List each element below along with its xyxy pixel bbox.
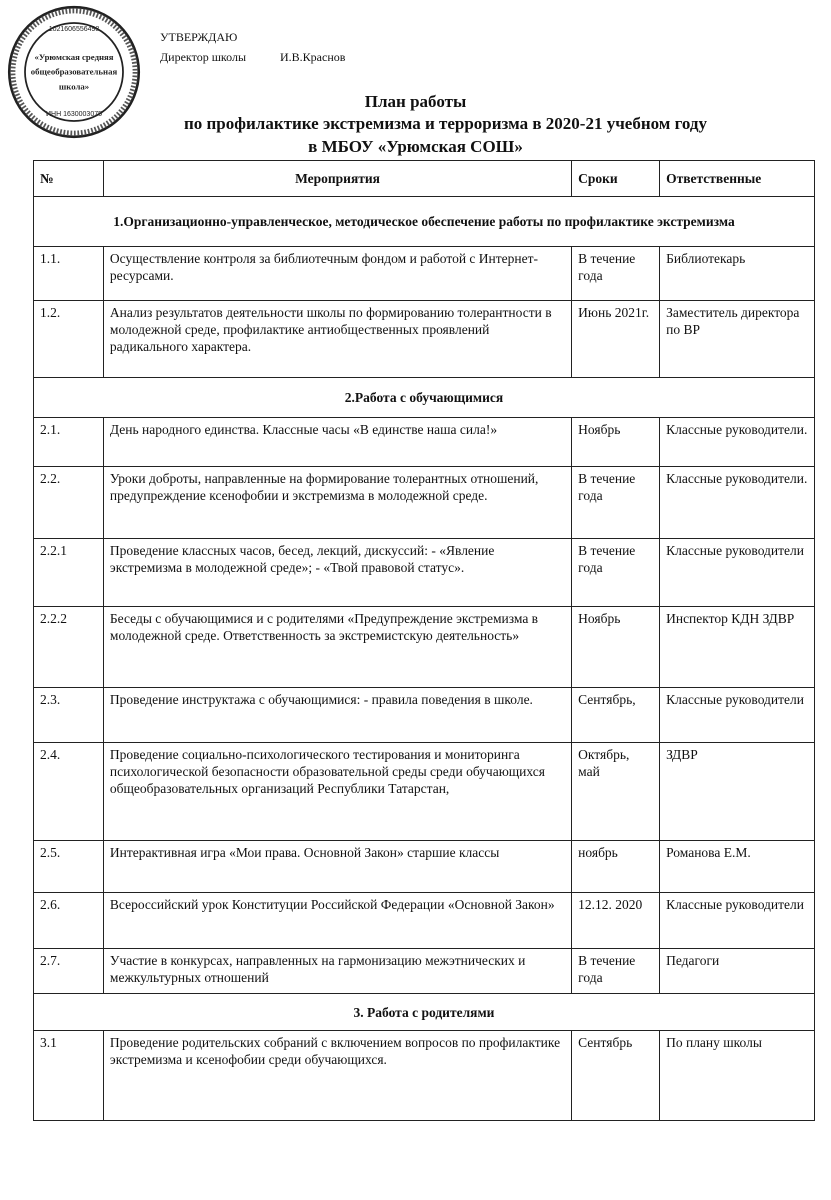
table-row — [34, 247, 815, 301]
section-row — [34, 378, 815, 418]
row-number: 1.2. — [34, 301, 104, 378]
table-row — [34, 301, 815, 378]
section-title: 2.Работа с обучающимися — [34, 378, 815, 418]
row-responsible: Библиотекарь — [660, 247, 815, 301]
section-title: 3. Работа с родителями — [34, 994, 815, 1031]
row-number: 2.3. — [34, 688, 104, 743]
section-title: 1.Организационно-управленческое, методическое обеспечение работы по профилактике экстремизма — [34, 197, 815, 247]
approval-label: УТВЕРЖДАЮ — [160, 30, 238, 44]
row-event: Проведение классных часов, бесед, лекций, дискуссий: - «Явление экстремизма в молодежной среде»; - «Твой правовой статус». — [103, 539, 571, 607]
row-event: Проведение инструктажа с обучающимися: - правила поведения в школе. — [103, 688, 571, 743]
row-term: 12.12. 2020 — [572, 893, 660, 949]
table-row — [34, 949, 815, 994]
row-term: В течение года — [572, 247, 660, 301]
row-event: Осуществление контроля за библиотечным фондом и работой с Интернет-ресурсами. — [103, 247, 571, 301]
row-term: В течение года — [572, 539, 660, 607]
row-number: 2.1. — [34, 418, 104, 467]
row-term: Октябрь, май — [572, 743, 660, 841]
title-line-2: по профилактике экстремизма и терроризма в 2020-21 учебном году — [183, 114, 708, 133]
table-row — [34, 893, 815, 949]
header-event: Мероприятия — [103, 161, 571, 197]
row-event: Проведение родительских собраний с включением вопросов по профилактике экстремизма и ксенофобии среди обучающихся. — [103, 1031, 571, 1121]
row-term: Ноябрь — [572, 607, 660, 688]
table-row — [34, 743, 815, 841]
row-number: 2.2.1 — [34, 539, 104, 607]
row-term: ноябрь — [572, 841, 660, 893]
row-event: Интерактивная игра «Мои права. Основной Закон» старшие классы — [103, 841, 571, 893]
row-responsible: Классные руководители. — [660, 418, 815, 467]
row-responsible: ЗДВР — [660, 743, 815, 841]
row-responsible: Романова Е.М. — [660, 841, 815, 893]
section-row — [34, 197, 815, 247]
row-responsible: Педагоги — [660, 949, 815, 994]
table-row — [34, 841, 815, 893]
row-term: Ноябрь — [572, 418, 660, 467]
row-event: Анализ результатов деятельности школы по формированию толерантности в молодежной среде, профилактике антиобщественных проявлений радикального характера. — [103, 301, 571, 378]
row-term: В течение года — [572, 949, 660, 994]
row-number: 2.4. — [34, 743, 104, 841]
plan-table — [33, 160, 815, 1121]
table-row — [34, 418, 815, 467]
section-row — [34, 994, 815, 1031]
row-number: 3.1 — [34, 1031, 104, 1121]
svg-text:1021606556498: 1021606556498 — [48, 25, 100, 33]
row-responsible: Заместитель директора по ВР — [660, 301, 815, 378]
row-responsible: Классные руководители — [660, 893, 815, 949]
row-responsible: По плану школы — [660, 1031, 815, 1121]
row-number: 1.1. — [34, 247, 104, 301]
approval-role: Директор школы — [160, 50, 247, 64]
row-responsible: Классные руководители — [660, 688, 815, 743]
row-responsible: Классные руководители. — [660, 467, 815, 539]
row-number: 2.6. — [34, 893, 104, 949]
table-row — [34, 607, 815, 688]
header-number: № — [34, 161, 104, 197]
table-header-row — [34, 161, 815, 197]
table-row — [34, 688, 815, 743]
row-event: Беседы с обучающимися и с родителями «Предупреждение экстремизма в молодежной среде. Ответственность за экстремистскую деятельность» — [103, 607, 571, 688]
svg-text:школа»: школа» — [58, 81, 90, 92]
row-term: Сентябрь — [572, 1031, 660, 1121]
row-term: Сентябрь, — [572, 688, 660, 743]
row-number: 2.2.2 — [34, 607, 104, 688]
table-row — [34, 539, 815, 607]
approval-name: И.В.Краснов — [280, 50, 346, 64]
row-term: Июнь 2021г. — [572, 301, 660, 378]
row-number: 2.5. — [34, 841, 104, 893]
svg-text:ИНН 1630003075: ИНН 1630003075 — [45, 110, 103, 118]
row-event: Уроки доброты, направленные на формирование толерантных отношений, предупреждение ксенофобии и экстремизма в молодежной среде. — [103, 467, 571, 539]
title-line-1: План работы — [364, 92, 467, 111]
row-event: Участие в конкурсах, направленных на гармонизацию межэтнических и межкультурных отношений — [103, 949, 571, 994]
row-term: В течение года — [572, 467, 660, 539]
title-line-3: в МБОУ «Урюмская СОШ» — [308, 137, 523, 156]
row-number: 2.7. — [34, 949, 104, 994]
svg-text:«Урюмская средняя: «Урюмская средняя — [34, 51, 114, 62]
row-number: 2.2. — [34, 467, 104, 539]
table-row — [34, 467, 815, 539]
row-event: День народного единства. Классные часы «В единстве наша сила!» — [103, 418, 571, 467]
row-responsible: Классные руководители — [660, 539, 815, 607]
svg-text:общеобразовательная: общеобразовательная — [30, 66, 118, 77]
row-event: Проведение социально-психологического тестирования и мониторинга психологической безопасности образовательной среды среди обучающихся общеобразовательных организаций Республики Татарстан, — [103, 743, 571, 841]
header-responsible: Ответственные — [660, 161, 815, 197]
table-row — [34, 1031, 815, 1121]
header-term: Сроки — [572, 161, 660, 197]
row-event: Всероссийский урок Конституции Российской Федерации «Основной Закон» — [103, 893, 571, 949]
row-responsible: Инспектор КДН ЗДВР — [660, 607, 815, 688]
